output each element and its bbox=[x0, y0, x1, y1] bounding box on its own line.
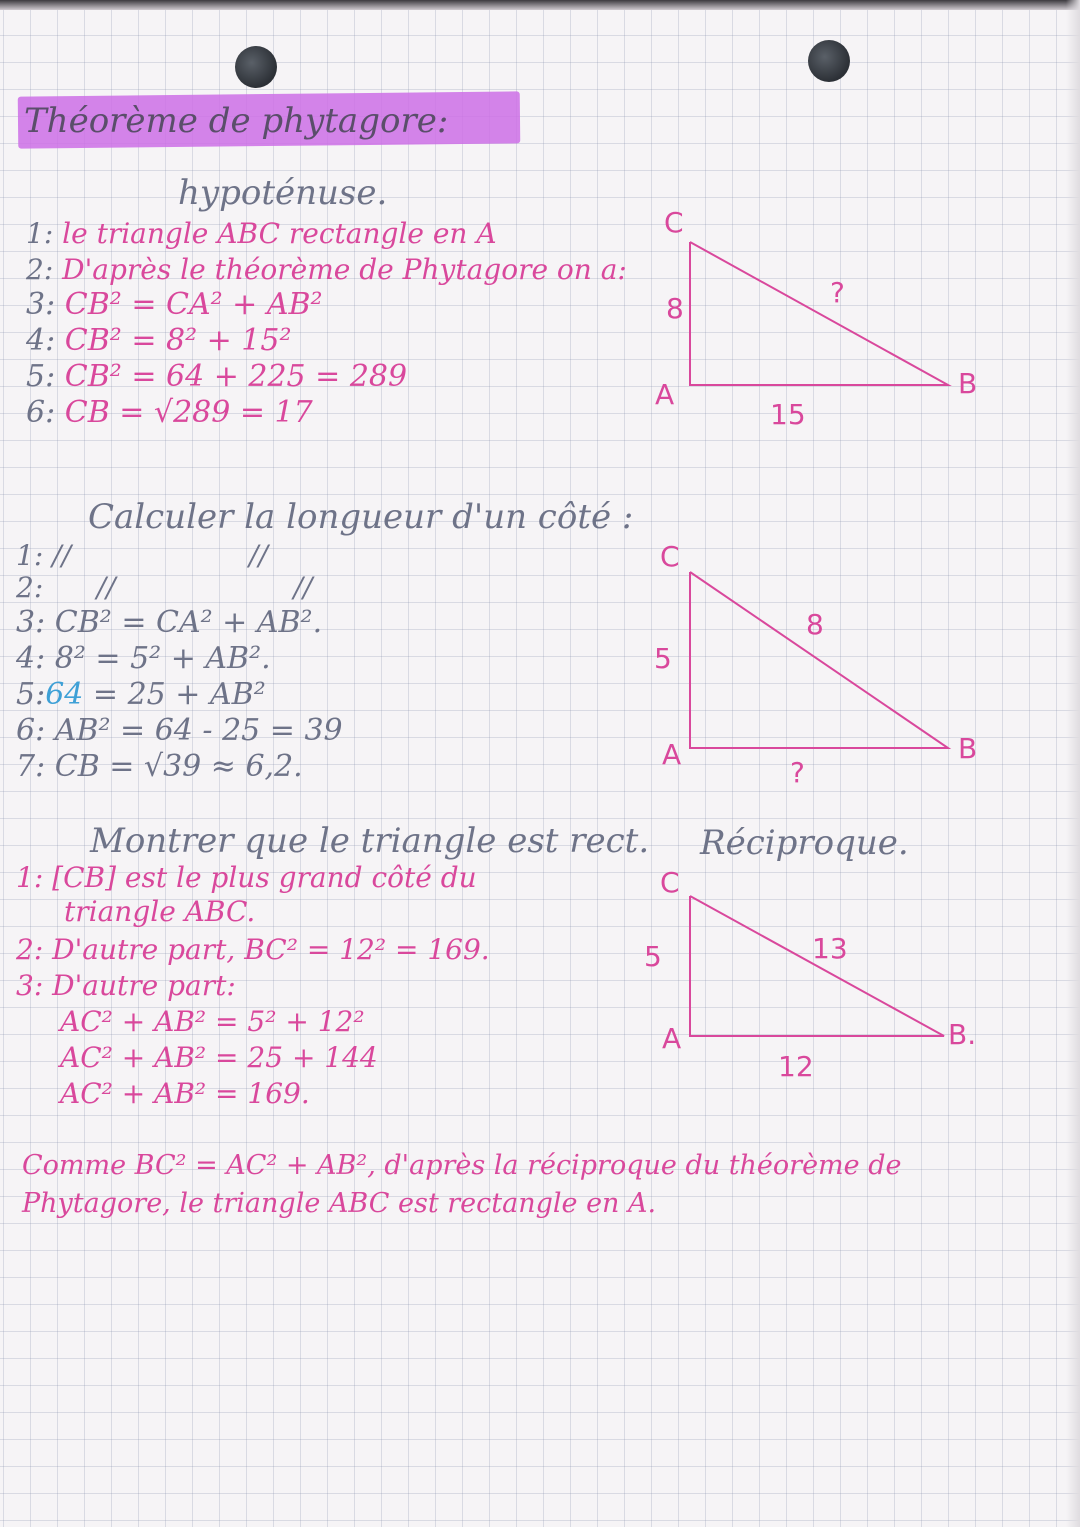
triangle-2 bbox=[654, 540, 977, 789]
section1-line-1: 1: le triangle ABC rectangle en A bbox=[26, 217, 497, 250]
triangle-2-label-a: A bbox=[662, 738, 682, 771]
triangle-2-side-ab: ? bbox=[790, 756, 805, 789]
triangle-3-label-c: C bbox=[660, 866, 680, 899]
section1-line-2: 2: D'après le théorème de Phytagore on a: bbox=[26, 253, 627, 286]
section1-line-6: 6: CB = √289 = 17 bbox=[26, 395, 313, 430]
section1-heading: hypoténuse. bbox=[178, 173, 388, 213]
section2-line-4: 4: 8² = 5² + AB². bbox=[16, 641, 271, 676]
section2-line-7: 7: CB = √39 ≈ 6,2. bbox=[16, 749, 303, 784]
triangle-3-label-a: A bbox=[662, 1022, 682, 1055]
triangle-1-side-ab: 15 bbox=[770, 398, 806, 431]
section3-line-1: 1: [CB] est le plus grand côté du bbox=[16, 861, 477, 894]
section1-line-4: 4: CB² = 8² + 15² bbox=[26, 323, 292, 358]
section3-line-4: AC² + AB² = 5² + 12² bbox=[60, 1005, 365, 1038]
section2-line-5: 5:64 = 25 + AB² bbox=[16, 677, 266, 712]
triangle-2-label-c: C bbox=[660, 540, 680, 573]
section3-line-2: 2: D'autre part, BC² = 12² = 169. bbox=[16, 933, 490, 966]
section3-line-6: AC² + AB² = 169. bbox=[60, 1077, 310, 1110]
section2-line-3: 3: CB² = CA² + AB². bbox=[16, 605, 323, 640]
triangle-3 bbox=[644, 866, 976, 1083]
triangle-1-shape bbox=[690, 242, 948, 385]
triangle-1 bbox=[655, 206, 977, 431]
section3-line-3: 3: D'autre part: bbox=[16, 969, 236, 1002]
triangle-2-label-b: B bbox=[958, 732, 978, 765]
conclusion-line-1: Comme BC² = AC² + AB², d'après la réciproque du théorème de bbox=[22, 1150, 902, 1181]
section1-line-3: 3: CB² = CA² + AB² bbox=[26, 287, 323, 322]
section3-heading-reciproque: Réciproque. bbox=[700, 823, 909, 863]
conclusion-line-2: Phytagore, le triangle ABC est rectangle en A. bbox=[22, 1188, 657, 1219]
triangle-2-hyp: 8 bbox=[806, 608, 824, 641]
section2-line-1: 1: // // bbox=[16, 539, 268, 572]
triangle-1-hyp: ? bbox=[830, 276, 845, 309]
triangle-1-label-b: B bbox=[958, 367, 978, 400]
triangle-1-side-ca: 8 bbox=[666, 292, 684, 325]
triangle-3-side-ca: 5 bbox=[644, 940, 662, 973]
section2-heading: Calculer la longueur d'un côté : bbox=[88, 497, 634, 537]
section3-line-1b: triangle ABC. bbox=[64, 895, 256, 928]
triangle-1-label-a: A bbox=[655, 378, 675, 411]
triangle-3-hyp: 13 bbox=[812, 932, 848, 965]
triangle-3-shape bbox=[690, 896, 944, 1036]
triangle-2-side-ca: 5 bbox=[654, 642, 672, 675]
section3-line-5: AC² + AB² = 25 + 144 bbox=[60, 1041, 378, 1074]
triangle-3-side-ab: 12 bbox=[778, 1050, 814, 1083]
triangle-2-shape bbox=[690, 572, 948, 748]
section1-line-5: 5: CB² = 64 + 225 = 289 bbox=[26, 359, 408, 394]
section2-line-2: 2: // // bbox=[16, 571, 313, 604]
triangle-1-label-c: C bbox=[664, 206, 684, 239]
triangle-3-label-b: B. bbox=[948, 1018, 977, 1051]
page-title: Théorème de phytagore: bbox=[24, 101, 449, 141]
section3-heading: Montrer que le triangle est rect. bbox=[90, 821, 650, 861]
section2-line-6: 6: AB² = 64 - 25 = 39 bbox=[16, 713, 343, 748]
